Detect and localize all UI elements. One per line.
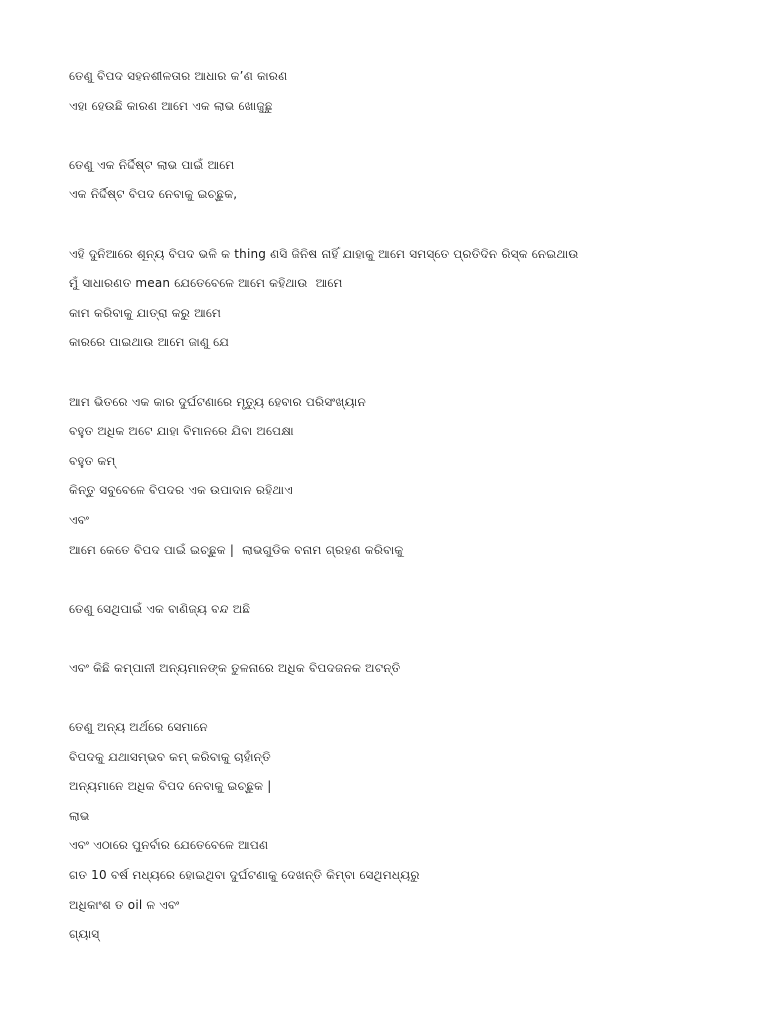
text-line: ତେଣୁ ଏକ ନିର୍ଦ୍ଦିଷ୍ଟ ଲାଭ ପାଇଁ ଆମେ xyxy=(69,157,235,172)
text-line: ଗତ 10 ବର୍ଷ ମଧ୍ୟରେ ହୋଇଥିବା ଦୁର୍ଘଟଣାକୁ ଦେଖନ୍ତି କିମ୍ବା ସେଥିମଧ୍ୟରୁ xyxy=(69,868,420,883)
blank-line xyxy=(69,565,749,595)
text-line: ଏହି ଦୁନିଆରେ ଶୂନ୍ୟ ବିପଦ ଭଳି କ thing ଣସି ଜିନିଷ ନାହିଁ ଯାହାକୁ ଆମେ ସମସ୍ତେ ପ୍ରତିଦିନ ରିସ୍କ ନେଇଥାଉ xyxy=(69,246,579,261)
text-line: ତେଣୁ ଅନ୍ୟ ଅର୍ଥରେ ସେମାନେ xyxy=(69,720,208,735)
text-line: କାମ କରିବାକୁ ଯାତ୍ରା କରୁ ଆମେ xyxy=(69,305,222,320)
text-line: କାରରେ ପାଇଥାଉ ଆମେ ଜାଣୁ ଯେ xyxy=(69,335,230,350)
text-line: ଗ୍ୟାସ୍ xyxy=(69,927,100,942)
text-line: ଆମେ କେତେ ବିପଦ ପାଇଁ ଇଚ୍ଛୁକ | ଲାଭଗୁଡିକ ବନାମ ଗ୍ରହଣ କରିବାକୁ xyxy=(69,542,404,557)
blank-line xyxy=(69,210,749,240)
blank-line xyxy=(69,358,749,388)
text-line: କିନ୍ତୁ ସବୁବେଳେ ବିପଦର ଏକ ଉପାଦାନ ରହିଥାଏ xyxy=(69,483,293,498)
text-line: ଏବଂ ଏଠାରେ ପୁନର୍ବାର ଯେତେବେଳେ ଆପଣ xyxy=(69,838,269,853)
text-line: ଆମ ଭିତରେ ଏକ କାର ଦୁର୍ଘଟଣାରେ ମୃତ୍ୟୁ ହେବାର ପରିସଂଖ୍ୟାନ xyxy=(69,394,366,409)
text-line: ଅଧିକାଂଶ ତ oil ଳ ଏବଂ xyxy=(69,897,180,912)
text-line: ଅନ୍ୟମାନେ ଅଧିକ ବିପଦ ନେବାକୁ ଇଚ୍ଛୁକ | xyxy=(69,779,272,794)
text-line: ବିପଦକୁ ଯଥାସମ୍ଭବ କମ୍ କରିବାକୁ ଚାହାଁନ୍ତି xyxy=(69,749,271,764)
blank-line xyxy=(69,683,749,713)
text-line: ଲାଭ xyxy=(69,808,90,823)
document-body xyxy=(69,62,749,950)
blank-line xyxy=(69,121,749,151)
text-line: ତେଣୁ ସେଥିପାଇଁ ଏକ ବାଣିଜ୍ୟ ବନ୍ଦ ଅଛି xyxy=(69,601,251,616)
text-line: ବହୁତ ଅଧିକ ଅଟେ ଯାହା ବିମାନରେ ଯିବା ଅପେକ୍ଷା xyxy=(69,424,294,439)
text-line: ଏବଂ xyxy=(69,512,90,527)
text-line: ମୁଁ ସାଧାରଣତ mean ଯେତେବେଳେ ଆମେ କହିଥାଉ ଆମେ xyxy=(69,276,343,291)
text-line: ବହୁତ କମ୍ xyxy=(69,453,116,468)
text-line: ଏକ ନିର୍ଦ୍ଦିଷ୍ଟ ବିପଦ ନେବାକୁ ଇଚ୍ଛୁକ, xyxy=(69,187,238,202)
text-line: ଏବଂ କିଛି କମ୍ପାନୀ ଅନ୍ୟମାନଙ୍କ ତୁଳନାରେ ଅଧିକ ବିପଦଜନକ ଅଟନ୍ତି xyxy=(69,660,401,675)
text-line: ତେଣୁ ବିପଦ ସହନଶୀଳତାର ଆଧାର କ’ଣ କାରଣ xyxy=(69,69,288,83)
text-line: ଏହା ହେଉଛି କାରଣ ଆମେ ଏକ ଲାଭ ଖୋଜୁଛୁ xyxy=(69,98,273,113)
blank-line xyxy=(69,624,749,654)
